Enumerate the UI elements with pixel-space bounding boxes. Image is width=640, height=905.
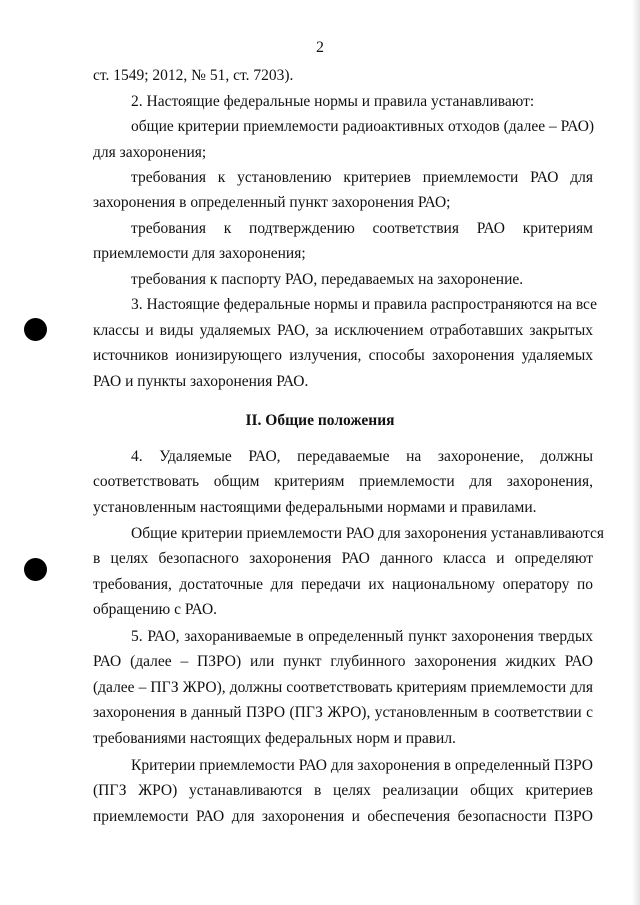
section-heading: II. Общие положения (245, 412, 395, 429)
text-line: требования к установлению критериев приемлемости РАО для (131, 169, 593, 186)
text-line: источников ионизирующего излучения, способы захоронения удаляемых (93, 347, 593, 364)
text-line: захоронения в данный ПЗРО (ПГЗ ЖРО), установленным в соответствии с (93, 704, 593, 721)
text-line: требования к паспорту РАО, передаваемых на захоронение. (131, 271, 524, 288)
punch-hole-mark (24, 558, 47, 581)
text-line: в целях безопасного захоронения РАО данного класса и определяют (93, 550, 593, 567)
text-line: классы и виды удаляемых РАО, за исключением отработавших закрытых (93, 322, 593, 339)
text-line: Общие критерии приемлемости РАО для захоронения устанавливаются (131, 525, 604, 542)
text-line: Критерии приемлемости РАО для захоронения в определенный ПЗРО (131, 757, 593, 774)
text-line: приемлемости РАО для захоронения и обеспечения безопасности ПЗРО (93, 808, 593, 825)
text-line: соответствовать общим критериям приемлемости для захоронения, (93, 473, 593, 490)
text-line: РАО и пункты захоронения РАО. (93, 373, 309, 390)
text-line: требования, достаточные для передачи их национальному оператору по (93, 576, 593, 593)
text-line: 3. Настоящие федеральные нормы и правила распространяются на все (131, 296, 597, 313)
page-number: 2 (316, 39, 324, 56)
text-line: 5. РАО, захораниваемые в определенный пункт захоронения твердых (131, 628, 593, 645)
text-line: (ПГЗ ЖРО) устанавливаются в целях реализации общих критериев (93, 782, 593, 799)
text-line: общие критерии приемлемости радиоактивных отходов (далее – РАО) (131, 118, 595, 135)
punch-hole-mark (24, 318, 47, 341)
text-line: ст. 1549; 2012, № 51, ст. 7203). (93, 67, 294, 84)
text-line: РАО (далее – ПЗРО) или пункт глубинного захоронения жидких РАО (93, 653, 593, 670)
text-line: 4. Удаляемые РАО, передаваемые на захоронение, должны (131, 448, 593, 465)
text-line: требования к подтверждению соответствия РАО критериям (131, 220, 593, 237)
text-line: (далее – ПГЗ ЖРО), должны соответствовать критериям приемлемости для (93, 679, 593, 696)
text-line: захоронения в определенный пункт захоронения РАО; (93, 194, 451, 211)
text-line: требованиями настоящих федеральных норм и правил. (93, 730, 456, 747)
text-line: приемлемости для захоронения; (93, 245, 306, 262)
scan-edge-shadow (632, 0, 640, 905)
text-line: для захоронения; (93, 144, 207, 161)
text-line: установленным настоящими федеральными нормами и правилами. (93, 499, 537, 516)
text-line: 2. Настоящие федеральные нормы и правила устанавливают: (131, 93, 535, 110)
text-line: обращению с РАО. (93, 601, 218, 618)
